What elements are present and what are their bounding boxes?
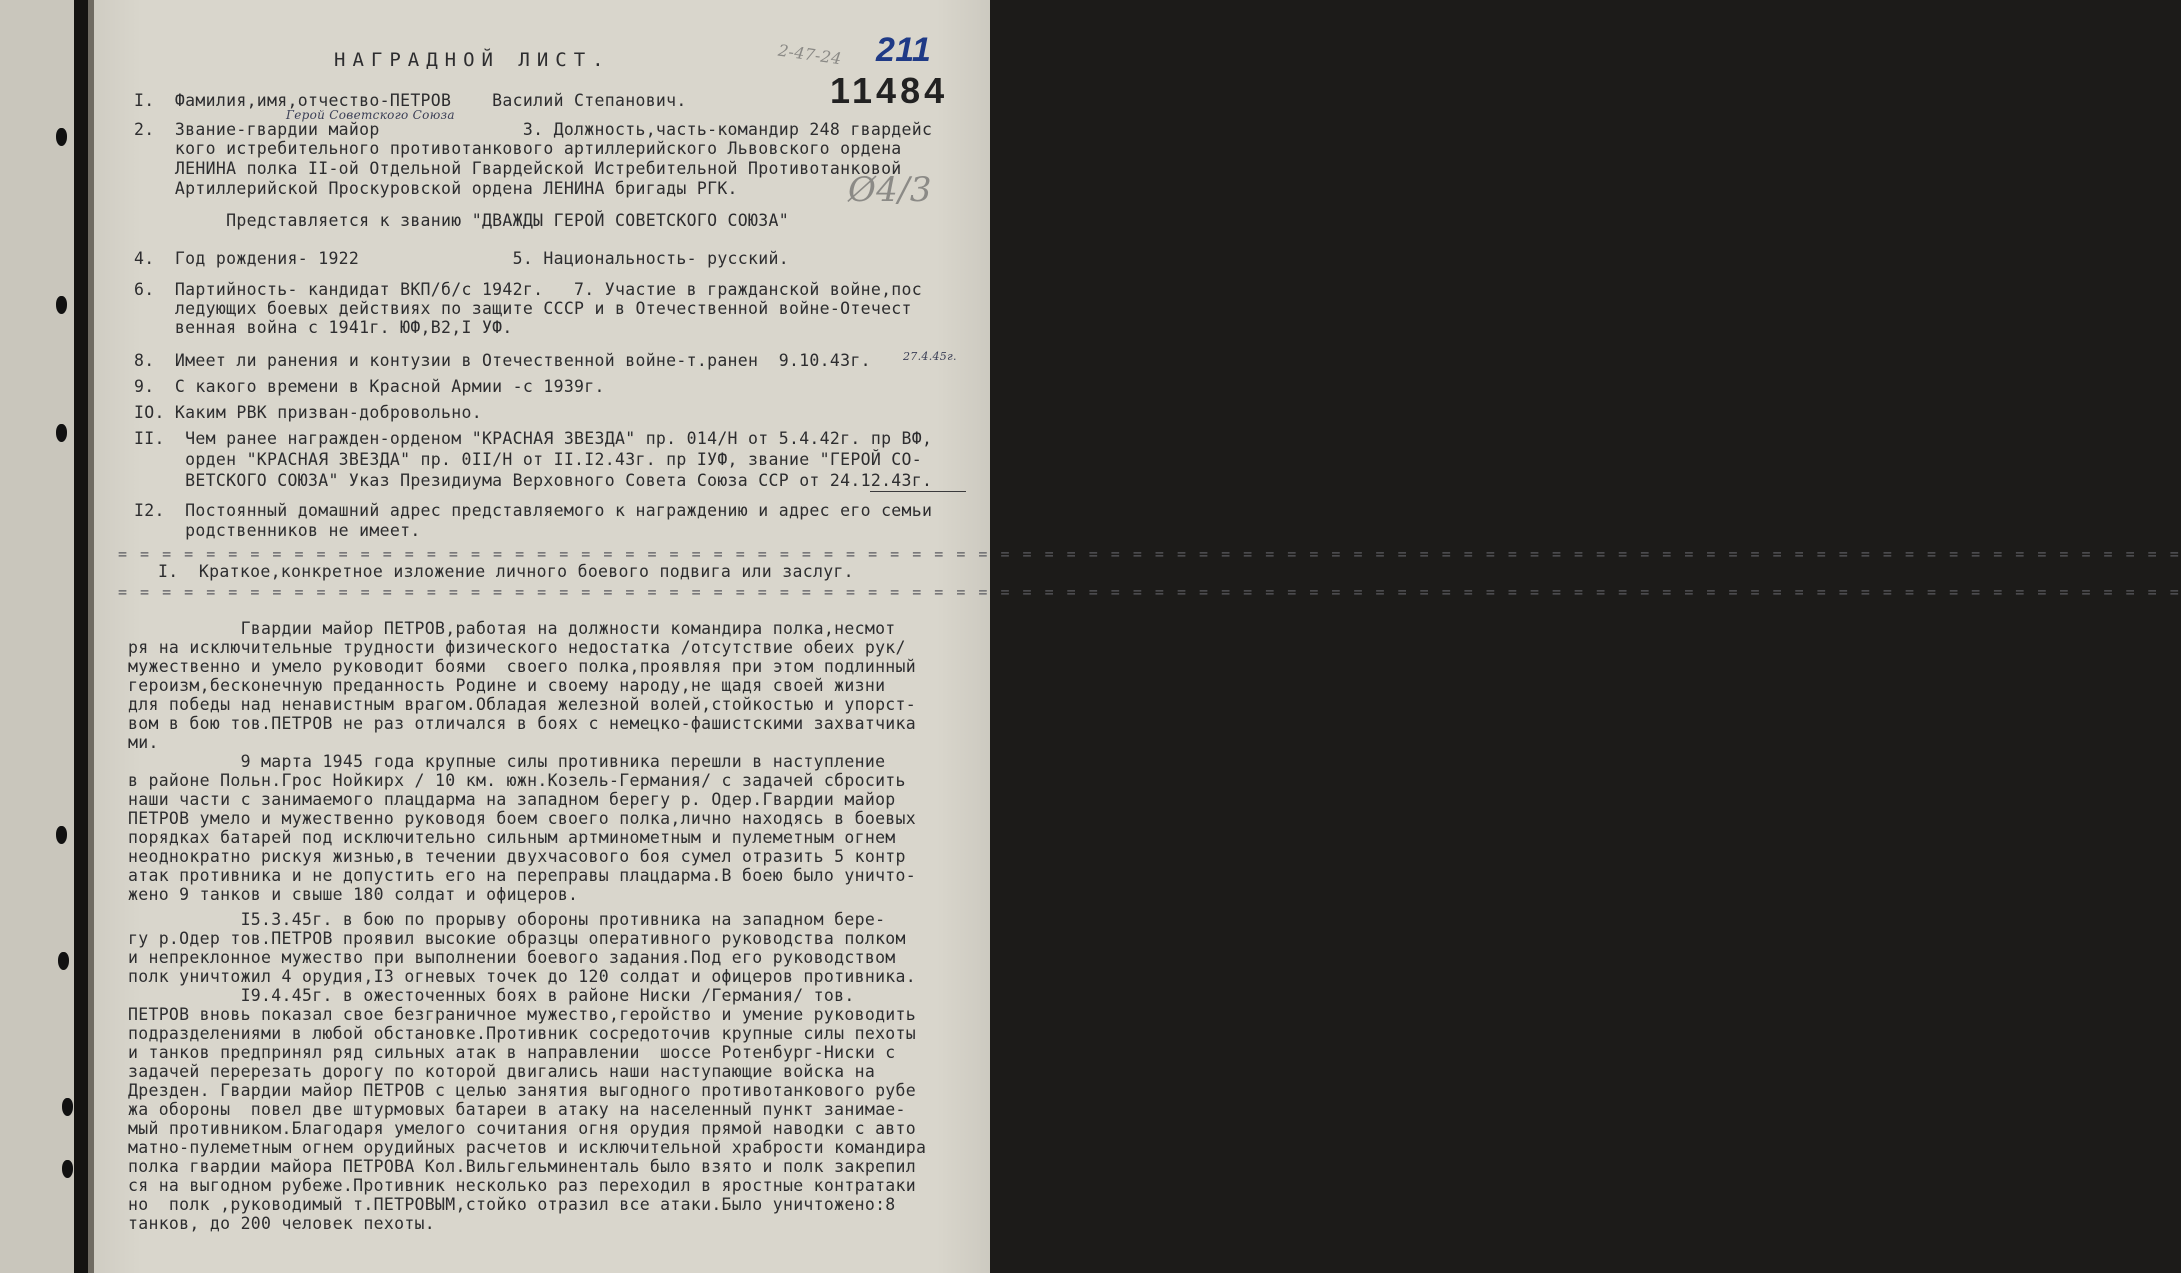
binding-gap xyxy=(74,0,88,1273)
body-line: танков, до 200 человек пехоты. xyxy=(128,1214,436,1233)
separator-bottom: = = = = = = = = = = = = = = = = = = = = = = = = = = = = = = = = = = = = = = = = = = = = = = = = = = = = = = = = = = = = = = = = = = = = = = = = = = = = = = = = = = = = = = = = = = = = = = xyxy=(118,583,2181,601)
body-line: в районе Польн.Грос Нойкирх / 10 км. южн.Козель-Германия/ с задачей сбросить xyxy=(128,771,906,790)
section-heading: I. Краткое,конкретное изложение личного боевого подвига или заслуг. xyxy=(158,562,854,581)
page-title: НАГРАДНОЙ ЛИСТ. xyxy=(334,49,611,71)
binding-hole xyxy=(62,1160,73,1178)
body-line: I5.3.45г. в бою по прорыву обороны противника на западном бере- xyxy=(128,910,886,929)
body-line: героизм,бесконечную преданность Родине и своему народу,не щадя своей жизни xyxy=(128,676,886,695)
field-name: I. Фамилия,имя,отчество-ПЕТРОВ Василий Степанович. xyxy=(134,91,687,110)
body-line: для победы над ненавистным врагом.Обладая железной волей,стойкостью и упорст- xyxy=(128,695,917,714)
blue-stamp-number: 211 xyxy=(876,31,932,69)
body-line: порядках батарей под исключительно сильным артминометным и пулеметным огнем xyxy=(128,828,896,847)
field-awards-line-2: орден "КРАСНАЯ ЗВЕЗДА" пр. 0II/Н от II.I2.43г. пр IУФ, звание "ГЕРОЙ СО- xyxy=(134,450,923,469)
field-service-since: 9. С какого времени в Красной Армии -с 1939г. xyxy=(134,377,605,396)
body-line: Гвардии майор ПЕТРОВ,работая на должности командира полка,несмот xyxy=(128,619,896,638)
body-line: ПЕТРОВ вновь показал свое безграничное мужество,геройство и умение руководить xyxy=(128,1005,917,1024)
body-line: мужественно и умело руководит боями своего полка,проявляя при этом подлинный xyxy=(128,657,917,676)
body-line: ПЕТРОВ умело и мужественно руководя боем своего полка,лично находясь в боевых xyxy=(128,809,917,828)
body-line: наши части с занимаемого плацдарма на западном берегу р. Одер.Гвардии майор xyxy=(128,790,896,809)
body-line: ря на исключительные трудности физического недостатка /отсутствие обеих рук/ xyxy=(128,638,906,657)
body-line: ся на выгодном рубеже.Противник несколько раз переходил в яростные контратаки xyxy=(128,1176,917,1195)
nomination-line: Представляется к званию "ДВАЖДЫ ГЕРОЙ СОВЕТСКОГО СОЮЗА" xyxy=(134,211,789,230)
binding-hole xyxy=(58,952,69,970)
field-wounds: 8. Имеет ли ранения и контузии в Отечественной войне-т.ранен 9.10.43г. xyxy=(134,351,871,370)
body-line: гу р.Одер тов.ПЕТРОВ проявил высокие образцы оперативного руководства полком xyxy=(128,929,906,948)
field-party-line-2: ледующих боевых действиях по защите СССР и в Отечественной войне-Отечест xyxy=(134,299,912,318)
margin-pencil-mark: Ø4/3 xyxy=(848,170,932,210)
body-line: ми. xyxy=(128,733,159,752)
sheet-fold-shadow xyxy=(88,0,94,1273)
field-awards-line-3: ВЕТСКОГО СОЮЗА" Указ Президиума Верховного Совета Союза ССР от 24.12.43г. xyxy=(134,471,933,490)
body-line: вом в бою тов.ПЕТРОВ не раз отличался в боях с немецко-фашистскими захватчика xyxy=(128,714,917,733)
binding-hole xyxy=(62,1098,73,1116)
field-unit-line-1: кого истребительного противотанкового артиллерийского Львовского ордена xyxy=(134,139,902,158)
body-line: I9.4.45г. в ожесточенных боях в районе Ниски /Германия/ тов. xyxy=(128,986,855,1005)
body-line: полк уничтожил 4 орудия,I3 огневых точек до 120 солдат и офицеров противника. xyxy=(128,967,917,986)
body-line: задачей перерезать дорогу по которой двигались наши наступающие войска на xyxy=(128,1062,876,1081)
handwritten-hero-note: Герой Советского Союза xyxy=(286,108,455,122)
binding-hole xyxy=(56,826,67,844)
separator-top: = = = = = = = = = = = = = = = = = = = = = = = = = = = = = = = = = = = = = = = = = = = = = = = = = = = = = = = = = = = = = = = = = = = = = = = = = = = = = = = = = = = = = = = = = = = = = = xyxy=(118,545,2181,563)
field-rank: 2. Звание-гвардии майор 3. Должность,часть-командир 248 гвардейс xyxy=(134,120,933,139)
field-party-line-1: 6. Партийность- кандидат ВКП/б/с 1942г. 7. Участие в гражданской войне,пос xyxy=(134,280,923,299)
archive-stamp-number: 11484 xyxy=(830,70,949,111)
field-awards-line-1: II. Чем ранее награжден-орденом "КРАСНАЯ ЗВЕЗДА" пр. 014/Н от 5.4.42г. пр ВФ, xyxy=(134,429,933,448)
body-line: мый противником.Благодаря умелого сочитания огня орудия прямой наводки с авто xyxy=(128,1119,917,1138)
left-binding-strip xyxy=(0,0,74,1273)
body-line: Дрезден. Гвардии майор ПЕТРОВ с целью занятия выгодного противотанкового рубе xyxy=(128,1081,917,1100)
body-line: и непреклонное мужество при выполнении боевого задания.Под его руководством xyxy=(128,948,896,967)
field-address-line-2: родственников не имеет. xyxy=(134,521,421,540)
field-unit-line-3: Артиллерийской Проскуровской ордена ЛЕНИНА бригады РГК. xyxy=(134,179,738,198)
date-underline xyxy=(870,491,966,492)
body-line: подразделениями в любой обстановке.Противник сосредоточив крупные силы пехоты xyxy=(128,1024,917,1043)
body-line: жа обороны повел две штурмовых батареи в атаку на населенный пункт занимае- xyxy=(128,1100,906,1119)
body-line: и танков предпринял ряд сильных атак в направлении шоссе Ротенбург-Ниски с xyxy=(128,1043,896,1062)
field-party-line-3: венная война с 1941г. ЮФ,В2,I УФ. xyxy=(134,318,513,337)
body-line: полка гвардии майора ПЕТРОВА Кол.Вильгельминенталь было взято и полк закрепил xyxy=(128,1157,917,1176)
wound-annotation: 27.4.45г. xyxy=(903,350,957,363)
binding-hole xyxy=(56,424,67,442)
binding-hole xyxy=(56,128,67,146)
body-line: жено 9 танков и свыше 180 солдат и офицеров. xyxy=(128,885,579,904)
field-birth-nationality: 4. Год рождения- 1922 5. Национальность- русский. xyxy=(134,249,789,268)
body-line: 9 марта 1945 года крупные силы противника перешли в наступление xyxy=(128,752,886,771)
pencil-archive-mark: 2-47-24 xyxy=(776,40,843,69)
binding-hole xyxy=(56,296,67,314)
field-address-line-1: I2. Постоянный домашний адрес представляемого к награждению и адрес его семьи xyxy=(134,501,933,520)
field-enlistment: IO. Каким РВК призван-добровольно. xyxy=(134,403,482,422)
body-line: атак противника и не допустить его на переправы плацдарма.В боею было уничто- xyxy=(128,866,917,885)
document-sheet xyxy=(88,0,2181,1273)
body-line: матно-пулеметным огнем орудийных расчетов и исключительной храбрости командира xyxy=(128,1138,927,1157)
field-unit-line-2: ЛЕНИНА полка II-ой Отдельной Гвардейской Истребительной Противотанковой xyxy=(134,159,902,178)
body-line: неоднократно рискуя жизнью,в течении двухчасового боя сумел отразить 5 контр xyxy=(128,847,906,866)
body-line: но полк ,руководимый т.ПЕТРОВЫМ,стойко отразил все атаки.Было уничтожено:8 xyxy=(128,1195,896,1214)
